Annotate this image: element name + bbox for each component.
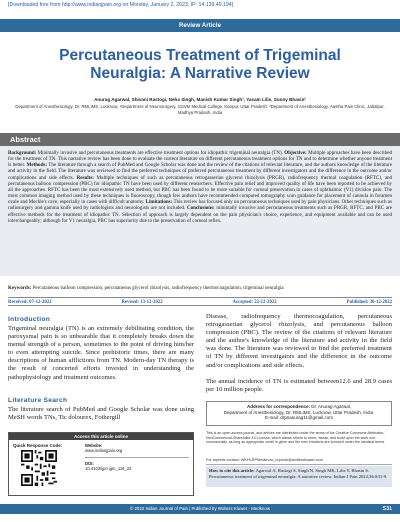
- correspondence-address: Department of Anesthesiology, Dr. RMLIMS, Lucknow, Uttar Pradesh, India.: [223, 409, 375, 415]
- access-heading: Access this article online: [9, 433, 193, 440]
- intro-heading: Introduction: [8, 316, 51, 323]
- lit-search-text: The literature search of PubMed and Google Scholar was done using MeSH words TNs, Tic dolourex, Fothergill: [8, 406, 194, 422]
- date-published: Published: 30-12-2022: [346, 299, 392, 305]
- authors: Anurag Agarwal, Shivani Rastogi, Neha Singh, Manish Kumar Singh¹, Yasam Lilis, Sunny Bhasin²: [94, 97, 306, 102]
- keywords-text: Percutaneous balloon compression, percutaneous glycerol rhizolysis, radiofrequency thermocoagulation, trigeminal neuralgia: [31, 286, 284, 291]
- abstract-text: The literature through a search of PubMed and Google Scholar was done and the review of the citations of relevant literature, and the authors knowledge of the literature and activity in the field. The literature was reviewed to find the preferred techniques of preferred percutaneous treatment by different investigators and the difference in the outcome and/or complications and side effects.: [8, 162, 392, 181]
- keywords-label: Keywords:: [8, 286, 32, 291]
- abstract-text: Minimally invasive and percutaneous treatments are effective treatment options for idiopathic trigeminal neuralgia (TN).: [36, 150, 285, 156]
- reprints-text: For reprints contact: WKHLRPMedknow_reprints@wolterskluwer.com: [206, 458, 392, 465]
- right-column-text: Disease, radiofrequency thermocoagulation, percutaneous retrogasserian glycerol rhizolysis, and percutaneous balloon compression (PBC). The review of the citations of relevant literature and the author's knowledge of the literature and activity in the field was done. The literature was reviewed to find the preferred treatment of TN by different investigators and the difference in the outcome and/or complications and side effects.: [206, 313, 392, 369]
- correspondence-label: Address for correspondence:: [246, 404, 310, 409]
- article-title: Percutaneous Treatment of Trigeminal Neuralgia: A Narrative Review: [59, 47, 341, 82]
- abstract-text: This review has focused only on percutaneous techniques used by pain physicians. Other techniques such as radiosurgery and gamma knife used by radiologists and neurologists are not included.: [8, 199, 392, 212]
- download-note: [Downloaded free from http://www.indianjpain.org on Monday, January 2, 2023, IP: 14.139.49.194]: [8, 2, 234, 8]
- date-received: Received: 07-12-2022: [8, 299, 52, 305]
- abstract-label: Conclusions:: [186, 205, 215, 212]
- abstract-label: Background:: [8, 150, 37, 156]
- incidence-text: The annual incidence of TN is estimated between12.6 and 28.9 cases per 10 million people.: [206, 378, 392, 394]
- article-type-bar: [0, 19, 400, 32]
- citation-text: Agarwal A, Rastogi S, Singh N, Singh MK, Lilis Y, Bhasin S. Percutaneous treatment of trigeminal neuralgia: A narrative review. Indian J Pain 2022;36:S31-9.: [209, 468, 388, 479]
- website-label: Website:: [85, 443, 103, 448]
- correspondence-name: Dr. Anurag Agarwal,: [309, 404, 352, 409]
- intro-text: Trigeminal neuralgia (TN) is an extremely debilitating condition, the paroxysmal pain is so unbearable that it completely breaks down the mental strength of a person, sometimes to the point of driving him/her to even attempting suicide. Since prehistoric times, there are many descriptions of human afflictions from TN. Modern-day TN therapy is the result of concerted efforts invested in understanding the pathophysiology and treatment outcomes.: [8, 325, 194, 381]
- access-details: [85, 443, 189, 471]
- access-online-box: [8, 432, 194, 496]
- abstract-text: minimally invasive and percutaneous treatments such as PRGR, RFTC, and PBC are effective methods for the treatment of idiopathic TN. Selection of approach is largely dependent on the pain physician's choice, experience, and equipment available and can be used interchangeably; although for V1 neuralgia, PBC has superiority due to the preservation of corneal reflex.: [8, 205, 392, 224]
- qr-label: Quick Response Code:: [13, 443, 63, 448]
- footer-bar: [0, 504, 400, 514]
- date-revised: Revised: 13-12-2022: [121, 299, 163, 305]
- license-text: This is an open access journal, and articles are distributed under the terms of the Creative Commons Attribution-NonCommercial-ShareAlike 4.0 License, which allows others to remix, tweak, and build upon the work non-commercially, as long as appropriate credit is given and the new creations are licensed under the identical terms.: [206, 431, 386, 445]
- abstract-text: Multiple approaches have been described for the treatment of TN. This narrative review has been done to evaluate the current literature on different percutaneous treatment options for TN and to determine whether anyone treatment is better.: [8, 150, 392, 169]
- abstract-label: Objective:: [284, 150, 307, 156]
- page-number: S31: [382, 505, 392, 512]
- affiliations: Department of Anesthesiology, Dr. RMLIMS, Lucknow, ¹Department of Neurosurgery, GSVM Medical College, Kanpur, Uttar Pradesh, ²Department of Anesthesiology, Aastha Pain Clinic, Jabalpur, Madhya Pradesh, India: [15, 104, 385, 115]
- abstract-heading: Abstract: [10, 135, 41, 144]
- qr-code-icon[interactable]: [21, 450, 57, 486]
- dates-row: [8, 297, 392, 306]
- access-divider: [85, 457, 189, 458]
- abstract-label: Methods:: [26, 162, 48, 169]
- abstract-body: [0, 146, 400, 276]
- lit-search-heading: Literature Search: [8, 397, 68, 404]
- citation-label: How to cite this article:: [209, 468, 255, 473]
- date-accepted: Accepted: 22-12-2022: [232, 299, 277, 305]
- keywords: [8, 286, 392, 292]
- footer-text: © 2022 Indian Journal of Pain | Published by Wolters Kluwer - Medknow: [130, 506, 270, 511]
- correspondence-box: [206, 401, 392, 426]
- abstract-text: Multiple techniques of such as percutaneous retrogasserian glycerol rhizolysis (PRGR), radiofrequency thermal coagulation (RFTC), and percutaneous balloon compression (PBC) for idiopathic TN have been used by different researchers. Effective pain relief and improved quality of life have been reported to be achieved by all the approaches. RFTC has been the most extensively used method, but PBC has been found to be more suitable for corneal preservation in cases of ophthalmic (V1) division pain. The most common imaging method used by these techniques is fluoroscopy, though few authors have recommended computed tomography scan guidance for placement of cannula in foramen ovale and Meckle's cave, especially in cases with difficult anatomy.: [8, 174, 392, 206]
- abstract-heading-bar: [0, 133, 400, 146]
- abstract-label: Limitations:: [145, 199, 173, 206]
- website-link[interactable]: www.indianjpain.org: [85, 448, 123, 454]
- article-type: Review Article: [178, 22, 222, 29]
- abstract-label: Results:: [76, 174, 94, 181]
- doi-label: DOI:: [85, 460, 94, 466]
- correspondence-email[interactable]: E-mail: drpnanurag11@gmail.com: [264, 415, 333, 420]
- citation-box: [206, 466, 392, 487]
- doi-link[interactable]: 10.4103/ijpn.ijpn_119_22: [85, 465, 132, 471]
